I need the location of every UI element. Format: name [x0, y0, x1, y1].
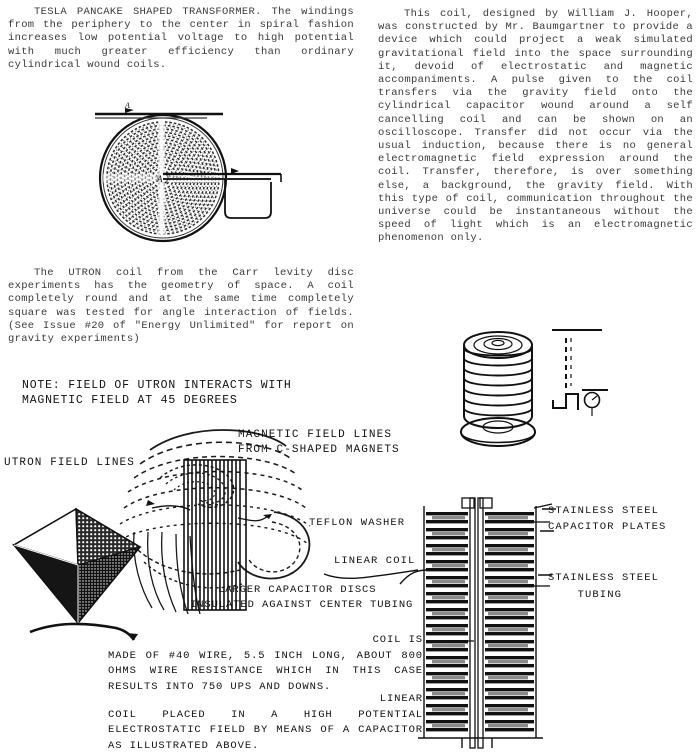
label-utron-field-lines — [4, 457, 135, 470]
figure-pancake-coil — [95, 100, 290, 255]
label-ss-tubing-line2: TUBING — [577, 589, 623, 601]
coil-schematic-symbol — [552, 330, 608, 416]
caption-coil-is-header: COIL IS — [372, 634, 423, 646]
label-magnetic-field-lines — [238, 428, 400, 458]
caption-larger-capacitor-discs — [190, 583, 420, 613]
cylindrical-coil-body — [461, 332, 535, 446]
label-stainless-steel-capacitor-plates — [548, 503, 666, 535]
capacitor-plate-stack — [418, 498, 543, 748]
caption-coil-specification — [108, 633, 423, 695]
capacitor-dash-leader — [540, 524, 556, 538]
label-ss-tubing-line1: STAINLESS STEEL — [548, 572, 660, 584]
paragraph-tesla-transformer — [8, 6, 354, 72]
tubing-dash-leader — [538, 568, 554, 582]
utron-solid-body — [14, 509, 140, 623]
label-teflon-washer — [309, 517, 405, 530]
figure-cylindrical-coil — [450, 328, 610, 463]
figure-square-utron — [10, 505, 145, 630]
label-magnetic-field-lines-line2: FROM C-SHAPED MAGNETS — [238, 444, 400, 456]
label-stainless-steel-tubing — [548, 570, 659, 604]
paragraph-utron-coil — [8, 267, 354, 346]
callout-leaders — [146, 500, 272, 521]
figure-capacitor-stack — [418, 498, 543, 748]
note-utron-field-interaction — [22, 378, 322, 408]
label-teflon-washer-text: TEFLON WASHER — [309, 517, 406, 529]
paragraph-hooper-text: This coil, designed by William J. Hooper, was constructed by Mr. Baumgartner to provide a device which could project a weak simulated gravitational field into the space surrounding it, devoid of electrostatic and magnetic accompaniments. A pulse given to the coil transfers via the gravity field onto the cylindrical capacitor wound around a self cancelling coil and can be shown on an oscilloscope. Transfer did not occur via the usual induction, because there is no general electromagnetic field expression around the coil. Transfer, therefore, is over something else, a background, the gravity field. With this type of coil, communication throughout the universe could be instantaneous without the speed of light which is an electromagnetic phenomenon only. — [378, 8, 693, 245]
label-capacitor-plates-text: CAPACITOR PLATES — [548, 521, 667, 533]
svg-text:A: A — [125, 101, 130, 110]
label-magnetic-field-lines-line1: MAGNETIC FIELD LINES — [238, 429, 393, 441]
caption-coil-placement — [108, 692, 423, 754]
caption-coil-placed-body: COIL PLACED IN A HIGH POTENTIAL ELECTROSTATIC FIELD BY MEANS OF A CAPACITOR AS ILLUSTRATED ABOVE. — [108, 708, 423, 752]
pancake-center-tap-label: A — [157, 174, 163, 184]
pancake-center-tap-lead — [95, 108, 281, 218]
caption-larger-line2: INSULATED AGAINST CENTER TUBING — [190, 599, 414, 611]
paragraph-utron-text: The UTRON coil from the Carr levity disc experiments has the geometry of space. A coil completely round and at the same time completely square was tested for angle interaction of fields. (See Issue #20 of "Energy Unlimited" for report on gravity experiments) — [8, 267, 354, 346]
caption-coil-is-body: MADE OF #40 WIRE, 5.5 INCH LONG, ABOUT 800 OHMS WIRE RESISTANCE WHICH IN THIS CASE RESULTS INTO 750 UPS AND DOWNS. — [108, 649, 423, 693]
label-stainless-steel-text: STAINLESS STEEL — [548, 505, 660, 517]
paragraph-hooper-coil — [378, 8, 693, 246]
label-linear-coil-text: LINEAR COIL — [334, 555, 416, 567]
label-utron-field-lines-text: UTRON FIELD LINES — [4, 457, 135, 469]
paragraph-tesla-text: TESLA PANCAKE SHAPED TRANSFORMER. The windings from the periphery to the center in spiral fashion increases low potential voltage to high potential with much greater efficiency than ordinary cylindrical wound coils. — [8, 6, 354, 71]
stainless-dash-leader — [542, 500, 558, 514]
caption-linear-header: LINEAR — [379, 693, 423, 705]
caption-larger-line1: LARGER CAPACITOR DISCS — [218, 584, 377, 596]
note-text: NOTE: FIELD OF UTRON INTERACTS WITH MAGNETIC FIELD AT 45 DEGREES — [22, 379, 292, 407]
